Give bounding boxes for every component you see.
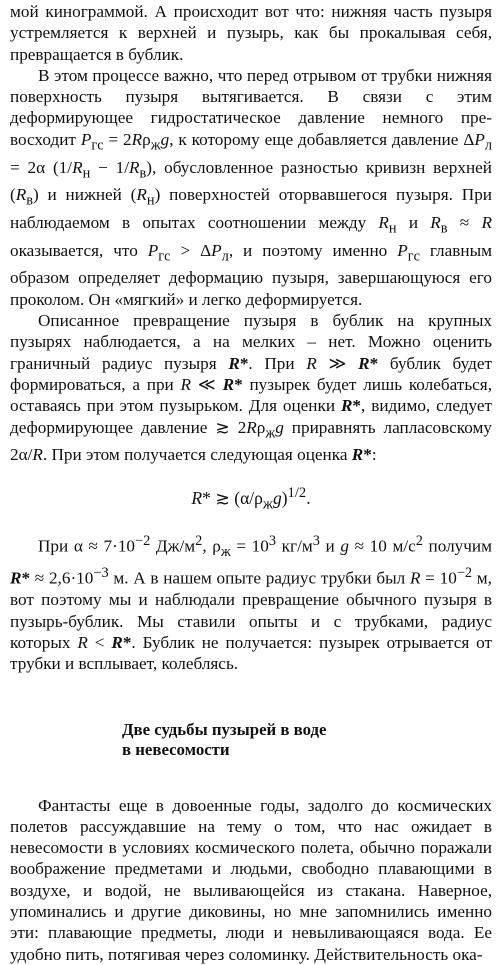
paragraph-3: Описанное превращение пузыря в бублик на крупных пузырях наблюдается, а на мелких – нет. Можно оценить граничный радиус пузыря R*. При R ≫ R* бублик будет формироваться, а при R ≪ R* пузырек будет лишь колебаться, оставаясь при этом пузырьком. Для оценки R*, видимо, следует деформирующее давление ≳ $2R\rho_жg$ приравнять лапласовскому 2α/R. При этом получается следующая оценка R*: bbox=[10, 311, 492, 465]
paragraph-4: При $\alpha \approx 7\cdot 10^{-2}$ $Дж/м^2$, $\rho_ж = 10^3$ $кг/м^3$ и g ≈ 10 $м/с^2$ получим $R* \approx 2,6\cdot 10^{-3}$ м. А в нашем опыте радиус трубки был $R = 10^{-2}$ м, вот поэтому мы и наблюдали превращение обычного пузыря в пузырь-бублик. Мы ставили опыты и с трубками, радиус которых R < R*. Бублик не получается: пузырек отрывается от трубки и всплывает, колеблясь. bbox=[10, 532, 492, 674]
section-heading bbox=[122, 720, 492, 760]
paragraph-5: Фантасты еще в довоенные годы, задолго до космических полетов рассуждавшие на тему о том, что нас ожидает в невесомости в условиях космического полета, обычно поражали воображение предметами и людьми, свободно плавающими в воздухе, и водой, не выливающейся из стакана. Наверное, упоминались и другие диковины, но мне запомнились именно эти: плавающие предметы, люди и невыливающаяся вода. Ее удобно пить, потягивая через соломинку. Действительность ока- bbox=[10, 795, 492, 964]
heading-line-2: в невесомости bbox=[122, 739, 230, 759]
paragraph-2: В этом процессе важно, что перед отрывом от трубки нижняя поверхность пузыря вытягивается. В связи с этим деформирующее гидростатическое давление немного превосходит $P_{гс} = 2R\rho_жg$, к которому еще добавляется давление $\Delta P_л = 2\alpha$ $(1/R_н - 1/R_в)$, обусловленное разностью кривизн верхней $(R_в)$ и нижней $(R_н)$ поверхностей оторвавшегося пузыря. При наблюдаемом в опытах соотношении между $R_н$ и $R_в \approx R$ оказывается, что $P_{гс} > \Delta P_л$, и поэтому именно $P_{гс}$ главным образом определяет деформацию пузыря, завершающуюся его проколом. Он «мягкий» и легко деформируется. bbox=[10, 65, 493, 309]
formula-critical-radius: R* ≳ $(\alpha/\rho_жg)^{1/2}$. bbox=[191, 484, 311, 512]
heading-line-1: Две судьбы пузырей в воде bbox=[122, 719, 327, 739]
paragraph-1: мой кинограммой. А происходит вот что: нижняя часть пузыря устремляется к верхней и пузырь, как бы прокалывая себя, превращается в бублик. bbox=[10, 2, 492, 64]
